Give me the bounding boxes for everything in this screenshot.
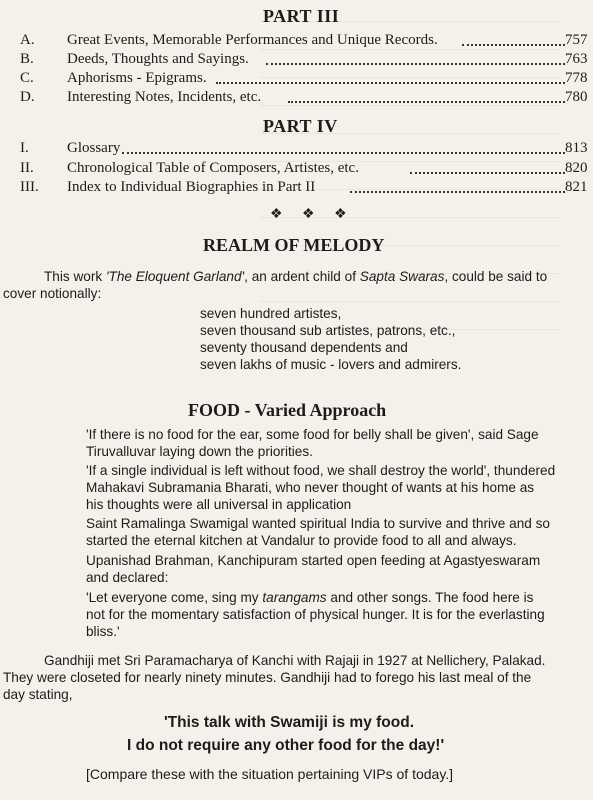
food-line: and declared: [86,570,169,585]
gandhi-line: Gandhiji met Sri Paramacharya of Kanchi with Rajaji in 1927 at Nellichery, Palakad. [44,653,546,668]
toc-number: III. [20,179,39,195]
toc-number: C. [20,70,34,86]
toc-number: II. [20,160,34,176]
gandhi-quote-line1: 'This talk with Swamiji is my food. [164,714,415,731]
food-line: 'If there is no food for the ear, some food for belly shall be given', said Sage [86,427,539,442]
toc-row[interactable] [20,140,593,160]
realm-heading: REALM OF MELODY [203,235,385,255]
leader-dots [350,191,565,193]
realm-list-item: seven lakhs of music - lovers and admirers. [200,357,462,372]
toc-title: Chronological Table of Composers, Artistes, etc. [67,160,359,176]
realm-intro-text: , could be said to [444,269,548,284]
gandhi-line: day stating, [3,687,73,702]
book-title: 'The Eloquent Garland' [105,269,245,284]
leader-dots [266,63,565,65]
food-let-line3: bliss.' [86,624,120,639]
toc-row[interactable] [20,179,593,199]
toc-page: 780 [565,89,588,105]
toc-row[interactable] [20,70,593,90]
food-let-text: 'Let everyone come, sing my [86,590,263,605]
toc-page: 821 [565,179,588,195]
realm-intro-line1 [44,268,547,286]
toc-title: Aphorisms - Epigrams. [67,70,207,86]
ornament-divider: ❖ ❖ ❖ [270,207,355,222]
food-line: Saint Ramalinga Swamigal wanted spiritual India to survive and thrive and so [86,516,550,531]
toc-page: 757 [565,32,588,48]
tarangams: tarangams [262,590,327,605]
food-line: Mahakavi Subramania Bharati, who never thought of wants at his home as [86,480,535,495]
food-heading: FOOD - Varied Approach [188,400,387,420]
leader-dots [410,172,565,174]
toc-number: A. [20,32,35,48]
food-let-line1 [86,589,533,607]
food-line: Tiruvalluvar laying down the priorities. [86,444,313,459]
food-line: his thoughts were all universal in application [86,497,352,512]
toc-page: 813 [565,140,588,156]
toc-title: Interesting Notes, Incidents, etc. [67,89,262,105]
toc-page: 820 [565,160,588,176]
toc-number: D. [20,89,35,105]
gandhi-quote-line2: I do not require any other food for the day!' [127,737,445,754]
food-line: Upanishad Brahman, Kanchipuram started open feeding at Agastyeswaram [86,553,541,568]
toc-page: 778 [565,70,588,86]
toc-row[interactable] [20,160,593,180]
food-let-line2: not for the momentary satisfaction of physical hunger. It is for the everlasting [86,607,545,622]
realm-list-item: seven thousand sub artistes, patrons, etc., [200,323,456,338]
part-iii-title: PART III [263,6,340,26]
leader-dots [122,152,565,154]
toc-number: I. [20,140,29,156]
realm-list-item: seven hundred artistes, [200,306,342,321]
leader-dots [216,82,565,84]
food-line: started the eternal kitchen at Vandalur to provide food to all and always. [86,533,517,548]
gandhi-line: They were closeted for nearly ninety minutes. Gandhiji had to forego his last meal of the [3,670,532,685]
compare-note: [Compare these with the situation pertaining VIPs of today.] [86,766,454,782]
food-line: 'If a single individual is left without food, we shall destroy the world', thundered [86,463,556,478]
sapta-swaras: Sapta Swaras [359,269,445,284]
toc-row[interactable] [20,32,593,52]
toc-number: B. [20,51,34,67]
toc-row[interactable] [20,51,593,71]
food-let-text: and other songs. The food here is [326,590,534,605]
realm-intro-line2: cover notionally: [3,286,102,301]
toc-page: 763 [565,51,588,67]
leader-dots [288,101,565,103]
toc-title: Glossary [67,140,121,156]
toc-title: Deeds, Thoughts and Sayings. [67,51,249,67]
realm-intro-text: , an ardent child of [244,269,360,284]
part-iv-title: PART IV [263,116,338,136]
realm-list-item: seventy thousand dependents and [200,340,408,355]
realm-intro-text: This work [44,269,106,284]
leader-dots [462,44,565,46]
toc-title: Index to Individual Biographies in Part II [67,179,316,195]
toc-title: Great Events, Memorable Performances and Unique Records. [67,32,438,48]
toc-row[interactable] [20,89,593,109]
